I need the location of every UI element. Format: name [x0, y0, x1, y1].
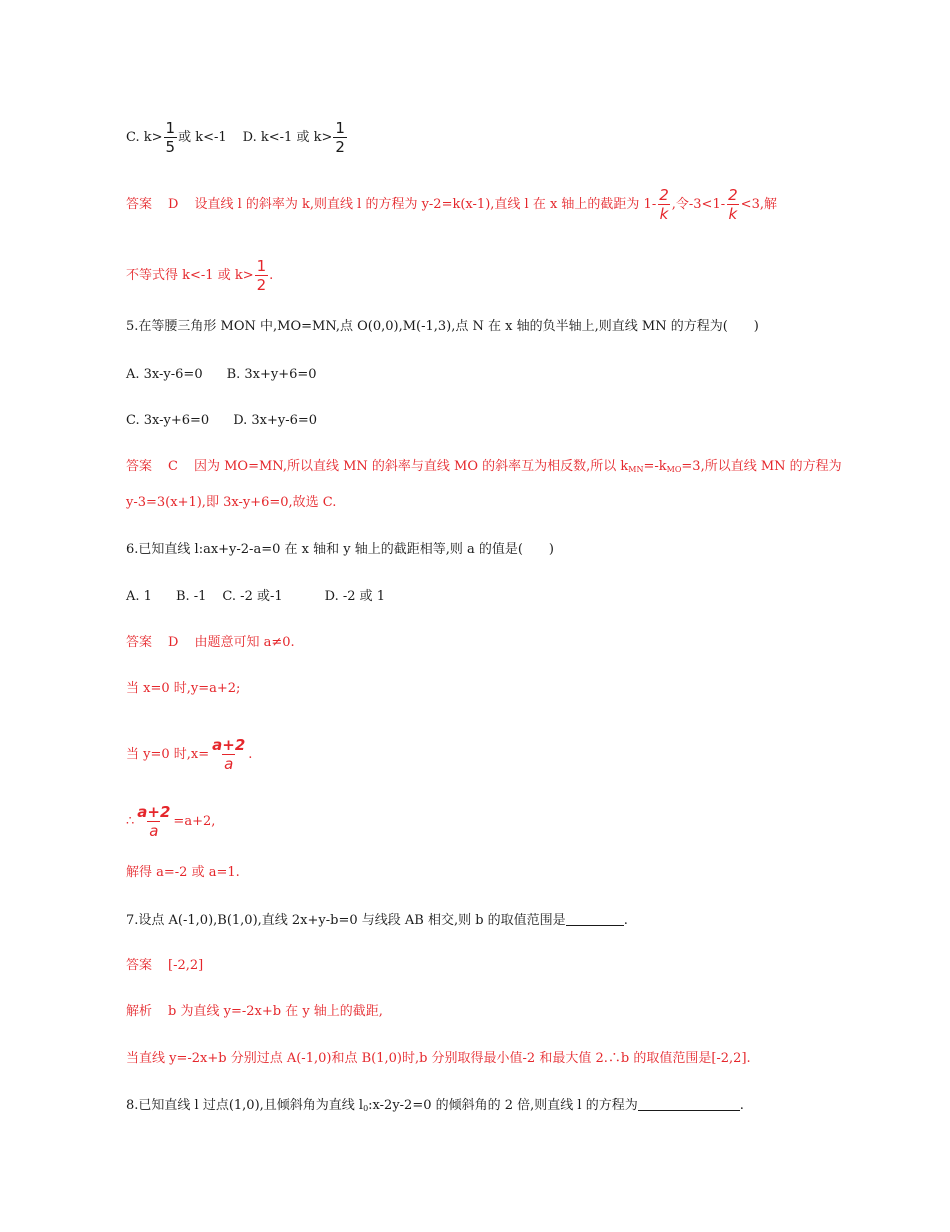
- q6-options: A. 1 B. -1 C. -2 或-1 D. -2 或 1: [126, 589, 386, 604]
- fraction-1-5: $\frac{1}{5}$: [165, 119, 176, 156]
- q8-stem: 8.已知直线 l 过点(1,0),且倾斜角为直线 $l_0:x-2y-2=0$ 的倾斜角的 2 倍,则直线 l 的方程为 .: [126, 1098, 744, 1113]
- q5-answer: 答案 C 因为 MO=MN,所以直线 MN 的斜率与直线 MO 的斜率互为相反数,所以 $k_{MN}=-k_{MO}=3$,所以直线 MN 的方程为: [126, 459, 842, 474]
- q6-stem: 6.已知直线 l:ax+y-2-a=0 在 x 轴和 y 轴上的截距相等,则 a 的值是( ): [126, 542, 554, 557]
- q7-analysis-cont: 当直线 y=-2x+b 分别过点 A(-1,0)和点 B(1,0)时,b 分别取得最小值-2 和最大值 2.∴b 的取值范围是[-2,2].: [126, 1051, 751, 1066]
- fraction-a-plus-2-over-a: $\frac{a+2}{a}$: [212, 736, 246, 773]
- q4-answer: 答案 D 设直线 l 的斜率为 k,则直线 l 的方程为 y-2=k(x-1),直线 l 在 x 轴上的截距为 1- $\frac{2}{k}$ ,令-3<1- $\frac{2}{k}$ <3,解: [126, 186, 777, 223]
- q5-options-cd: C. 3x-y+6=0 D. 3x+y-6=0: [126, 413, 318, 428]
- q4-option-c: C. k> $\frac{1}{5}$ 或 k<-1: [126, 119, 227, 156]
- fraction-2-over-k: $\frac{2}{k}$: [659, 186, 669, 223]
- q7-stem: 7.设点 A(-1,0),B(1,0),直线 2x+y-b=0 与线段 AB 相交,则 b 的取值范围是 .: [126, 913, 628, 928]
- fraction-2-over-k: $\frac{2}{k}$: [728, 186, 738, 223]
- fraction-1-2: $\frac{1}{2}$: [256, 257, 267, 294]
- q8-blank: [638, 1096, 740, 1111]
- q6-line-solution: 解得 a=-2 或 a=1.: [126, 865, 240, 880]
- q5-stem: 5.在等腰三角形 MON 中,MO=MN,点 O(0,0),M(-1,3),点 N 在 x 轴的负半轴上,则直线 MN 的方程为( ): [126, 319, 759, 334]
- fraction-1-2: $\frac{1}{2}$: [335, 119, 345, 156]
- q6-line-y0: 当 y=0 时,x= $\frac{a+2}{a}$ .: [126, 736, 253, 773]
- fraction-a-plus-2-over-a: $\frac{a+2}{a}$: [137, 803, 171, 840]
- q6-line-x0: 当 x=0 时,y=a+2;: [126, 681, 241, 696]
- q4-options: [126, 119, 348, 156]
- q4-option-d: D. k<-1 或 k> $\frac{1}{2}$: [242, 119, 345, 156]
- q7-answer: 答案 [-2,2]: [126, 958, 204, 973]
- q7-analysis: 解析 b 为直线 y=-2x+b 在 y 轴上的截距,: [126, 1004, 383, 1019]
- q6-line-therefore: ∴ $\frac{a+2}{a}$ =a+2,: [126, 803, 216, 840]
- q7-blank: [566, 911, 624, 926]
- q4-answer-cont: 不等式得 k<-1 或 k> $\frac{1}{2}$ .: [126, 257, 274, 294]
- q5-options-ab: A. 3x-y-6=0 B. 3x+y+6=0: [126, 367, 317, 382]
- q5-answer-cont: y-3=3(x+1),即 3x-y+6=0,故选 C.: [126, 495, 337, 510]
- q6-answer: 答案 D 由题意可知 a≠0.: [126, 635, 295, 650]
